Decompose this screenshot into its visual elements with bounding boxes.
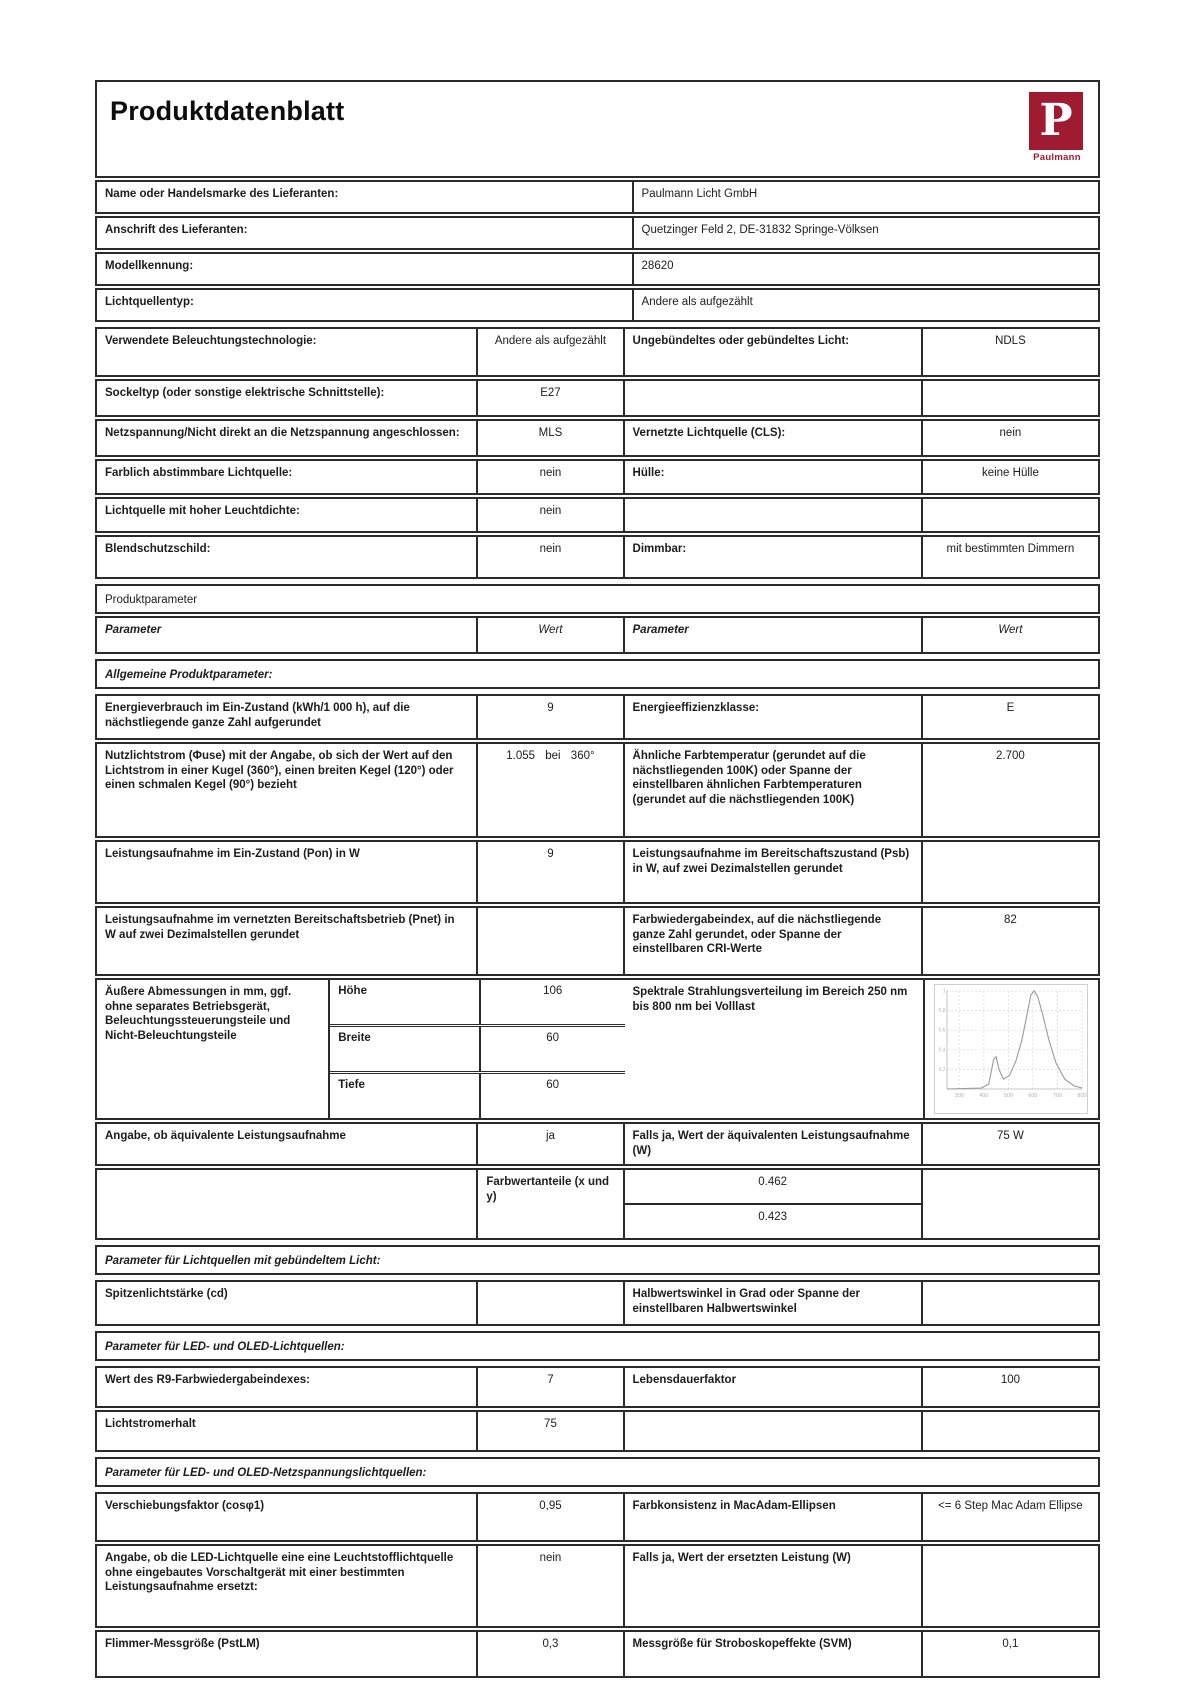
- param-value: MLS: [476, 421, 622, 455]
- spectral-chart: [923, 980, 1098, 1118]
- param-value: [476, 1282, 622, 1324]
- section-band: [95, 1245, 1100, 1275]
- dim-row: [330, 1024, 624, 1071]
- section-band: [95, 1331, 1100, 1361]
- param-label: Energieverbrauch im Ein-Zustand (kWh/1 000 h), auf die nächstliegende ganze Zahl aufgerundet: [105, 702, 410, 729]
- param-label: Halbwertswinkel in Grad oder Spanne der einstellbaren Halbwertswinkel: [623, 1282, 921, 1324]
- dim-value: 60: [479, 1027, 625, 1071]
- param-label: Falls ja, Wert der äquivalenten Leistungsaufnahme (W): [623, 1124, 921, 1164]
- param-label: Lichtstromerhalt: [105, 1418, 196, 1430]
- table-row: [95, 1280, 1100, 1326]
- section-title: Parameter für LED- und OLED-Netzspannungslichtquellen:: [105, 1467, 427, 1479]
- param-value: nein: [476, 461, 622, 493]
- param-label: Dimmbar:: [623, 537, 921, 577]
- param-value: Paulmann Licht GmbH: [632, 182, 1098, 212]
- param-value: 82: [921, 908, 1098, 974]
- param-value: 75 W: [921, 1124, 1098, 1164]
- dim-name: Tiefe: [338, 1079, 365, 1091]
- table-row: [95, 1122, 1100, 1166]
- param-value: 9: [476, 696, 622, 738]
- param-value: Quetzinger Feld 2, DE-31832 Springe-Völksen: [632, 218, 1098, 248]
- param-label: Ähnliche Farbtemperatur (gerundet auf die nächstliegenden 100K) oder Spanne der einstellbaren ähnlichen Farbtemperaturen (gerundet auf die nächstliegenden 100K): [623, 744, 921, 836]
- section-band: [95, 659, 1100, 689]
- section-title: Allgemeine Produktparameter:: [105, 669, 273, 681]
- param-label: Anschrift des Lieferanten:: [105, 224, 248, 236]
- param-value: NDLS: [921, 329, 1098, 375]
- param-label: Sockeltyp (oder sonstige elektrische Schnittstelle):: [105, 387, 385, 399]
- param-value: 100: [921, 1368, 1098, 1406]
- param-label: Lebensdauerfaktor: [623, 1368, 921, 1406]
- param-label: Falls ja, Wert der ersetzten Leistung (W): [623, 1546, 921, 1626]
- param-value: keine Hülle: [921, 461, 1098, 493]
- param-value: [921, 842, 1098, 902]
- dim-row: [330, 1071, 624, 1118]
- table-row: [95, 288, 1100, 322]
- param-value: mit bestimmten Dimmern: [921, 537, 1098, 577]
- param-value: 9: [476, 842, 622, 902]
- param-label: Farbwertanteile (x und y): [476, 1170, 622, 1238]
- svg-text:600: 600: [1028, 1093, 1038, 1099]
- table-row: [95, 180, 1100, 214]
- param-value: [476, 908, 622, 974]
- param-label: [623, 381, 921, 415]
- brand-wordmark: Paulmann: [1033, 152, 1081, 163]
- column-header: Wert: [921, 618, 1098, 652]
- page-title: Produktdatenblatt: [110, 96, 345, 126]
- column-header: Wert: [476, 618, 622, 652]
- param-label: Blendschutzschild:: [105, 543, 211, 555]
- param-label: Messgröße für Stroboskopeffekte (SVM): [623, 1632, 921, 1676]
- table-row: [95, 840, 1100, 904]
- section-title: Parameter für Lichtquellen mit gebündeltem Licht:: [105, 1255, 381, 1267]
- param-value: 2.700: [921, 744, 1098, 836]
- param-label: Leistungsaufnahme im Ein-Zustand (Pon) in W: [105, 848, 360, 860]
- table-row: [95, 1410, 1100, 1452]
- svg-text:300: 300: [955, 1093, 965, 1099]
- param-value: nein: [476, 499, 622, 531]
- table-row: [95, 252, 1100, 286]
- spectral-distribution-plot: [934, 984, 1088, 1114]
- dim-value: 60: [479, 1074, 625, 1118]
- param-label: Verwendete Beleuchtungstechnologie:: [105, 335, 317, 347]
- param-value: nein: [476, 1546, 622, 1626]
- param-label: Leistungsaufnahme im Bereitschaftszustand (Psb) in W, auf zwei Dezimalstellen gerundet: [623, 842, 921, 902]
- table-row: [95, 327, 1100, 377]
- table-row: [95, 1630, 1100, 1678]
- param-label: Angabe, ob äquivalente Leistungsaufnahme: [105, 1130, 346, 1142]
- chromaticity-x: 0.462: [758, 1176, 788, 1188]
- dim-name: Höhe: [338, 985, 367, 997]
- param-value: 75: [476, 1412, 622, 1450]
- param-label: Nutzlichtstrom (Φuse) mit der Angabe, ob sich der Wert auf den Lichtstrom in einer Kugel (360°), einen breiten Kegel (120°) oder einen schmalen Kegel (90°) bezieht: [105, 750, 454, 792]
- dim-value: 106: [479, 980, 625, 1024]
- param-label: Farbkonsistenz in MacAdam-Ellipsen: [623, 1494, 921, 1540]
- param-label: Hülle:: [623, 461, 921, 493]
- table-row: [95, 535, 1100, 579]
- param-label: Name oder Handelsmarke des Lieferanten:: [105, 188, 339, 200]
- param-label: Spitzenlichtstärke (cd): [105, 1288, 228, 1300]
- section-title: Produktparameter: [105, 594, 198, 606]
- param-value: ja: [476, 1124, 622, 1164]
- param-label: Flimmer-Messgröße (PstLM): [105, 1638, 260, 1650]
- paulmann-logo: [1029, 92, 1085, 163]
- param-value: 7: [476, 1368, 622, 1406]
- empty-cell: [97, 1170, 476, 1238]
- param-label: Äußere Abmessungen in mm, ggf. ohne separates Betriebsgerät, Beleuchtungssteuerungsteile und Nicht-Beleuchtungsteile: [105, 986, 292, 1043]
- param-value: [921, 381, 1098, 415]
- param-value: E27: [476, 381, 622, 415]
- dimensions-subtable: [328, 980, 624, 1118]
- table-row: [95, 1544, 1100, 1628]
- column-header: Parameter: [105, 624, 162, 636]
- param-label: [623, 1412, 921, 1450]
- param-label: Lichtquellentyp:: [105, 296, 194, 308]
- svg-text:0,4: 0,4: [938, 1047, 946, 1054]
- section-band: [95, 584, 1100, 614]
- param-value: 28620: [632, 254, 1098, 284]
- param-label: Vernetzte Lichtquelle (CLS):: [623, 421, 921, 455]
- param-value: nein: [921, 421, 1098, 455]
- param-value: Andere als aufgezählt: [632, 290, 1098, 320]
- param-value: 0,95: [476, 1494, 622, 1540]
- param-label: Modellkennung:: [105, 260, 194, 272]
- section-band: [95, 1457, 1100, 1487]
- svg-text:500: 500: [1004, 1093, 1014, 1099]
- table-row: [95, 419, 1100, 457]
- table-row: [95, 497, 1100, 533]
- svg-text:0,2: 0,2: [938, 1066, 946, 1073]
- param-value: [921, 499, 1098, 531]
- svg-text:1: 1: [943, 988, 946, 995]
- param-label: Angabe, ob die LED-Lichtquelle eine eine Leuchtstofflichtquelle ohne eingebautes Vorschaltgerät mit einer bestimmten Leistungsaufnahme ersetzt:: [105, 1552, 454, 1594]
- dim-name: Breite: [338, 1032, 371, 1044]
- param-label: Spektrale Strahlungsverteilung im Bereich 250 nm bis 800 nm bei Volllast: [632, 986, 908, 1013]
- chromaticity-row: [95, 1168, 1100, 1240]
- section-title: Parameter für LED- und OLED-Lichtquellen:: [105, 1341, 345, 1353]
- table-row: [95, 1366, 1100, 1408]
- param-label: [623, 499, 921, 531]
- dim-row: [330, 980, 624, 1024]
- column-header: Parameter: [623, 618, 921, 652]
- svg-text:0,6: 0,6: [938, 1027, 946, 1034]
- param-value: Andere als aufgezählt: [476, 329, 622, 375]
- param-label: Lichtquelle mit hoher Leuchtdichte:: [105, 505, 300, 517]
- dimensions-row: [95, 978, 1100, 1120]
- param-label: Energieeffizienzklasse:: [623, 696, 921, 738]
- param-value: nein: [476, 537, 622, 577]
- empty-cell: [921, 1170, 1098, 1238]
- param-value: 0,3: [476, 1632, 622, 1676]
- param-label: Leistungsaufnahme im vernetzten Bereitschaftsbetrieb (Pnet) in W auf zwei Dezimalstellen gerundet: [105, 914, 455, 941]
- table-row: [95, 694, 1100, 740]
- param-label: Netzspannung/Nicht direkt an die Netzspannung angeschlossen:: [105, 427, 460, 439]
- param-value: [921, 1546, 1098, 1626]
- svg-text:0,8: 0,8: [938, 1008, 946, 1015]
- table-row: [95, 216, 1100, 250]
- chromaticity-values: [623, 1170, 921, 1238]
- table-row: [95, 742, 1100, 838]
- param-label: Wert des R9-Farbwiedergabeindexes:: [105, 1374, 310, 1386]
- param-value: 1.055 bei 360°: [476, 744, 622, 836]
- table-row: [95, 379, 1100, 417]
- param-label: Farbwiedergabeindex, auf die nächstliegende ganze Zahl gerundet, oder Spanne der einstellbaren CRI-Werte: [623, 908, 921, 974]
- param-value: 0,1: [921, 1632, 1098, 1676]
- param-value: [921, 1282, 1098, 1324]
- param-label: Verschiebungsfaktor (cosφ1): [105, 1500, 265, 1512]
- table-row: [95, 1492, 1100, 1542]
- chromaticity-y: 0.423: [625, 1203, 921, 1238]
- header: [95, 80, 1100, 178]
- param-label: Farblich abstimmbare Lichtquelle:: [105, 467, 293, 479]
- param-value: E: [921, 696, 1098, 738]
- product-datasheet: [95, 80, 1100, 1678]
- svg-text:800: 800: [1077, 1093, 1087, 1099]
- param-value: [921, 1412, 1098, 1450]
- table-header-row: [95, 616, 1100, 654]
- table-row: [95, 459, 1100, 495]
- param-label: Ungebündeltes oder gebündeltes Licht:: [623, 329, 921, 375]
- svg-text:400: 400: [979, 1093, 989, 1099]
- table-row: [95, 906, 1100, 976]
- param-value: <= 6 Step Mac Adam Ellipse: [921, 1494, 1098, 1540]
- svg-text:700: 700: [1053, 1093, 1063, 1099]
- logo-p-icon: P: [1029, 92, 1083, 150]
